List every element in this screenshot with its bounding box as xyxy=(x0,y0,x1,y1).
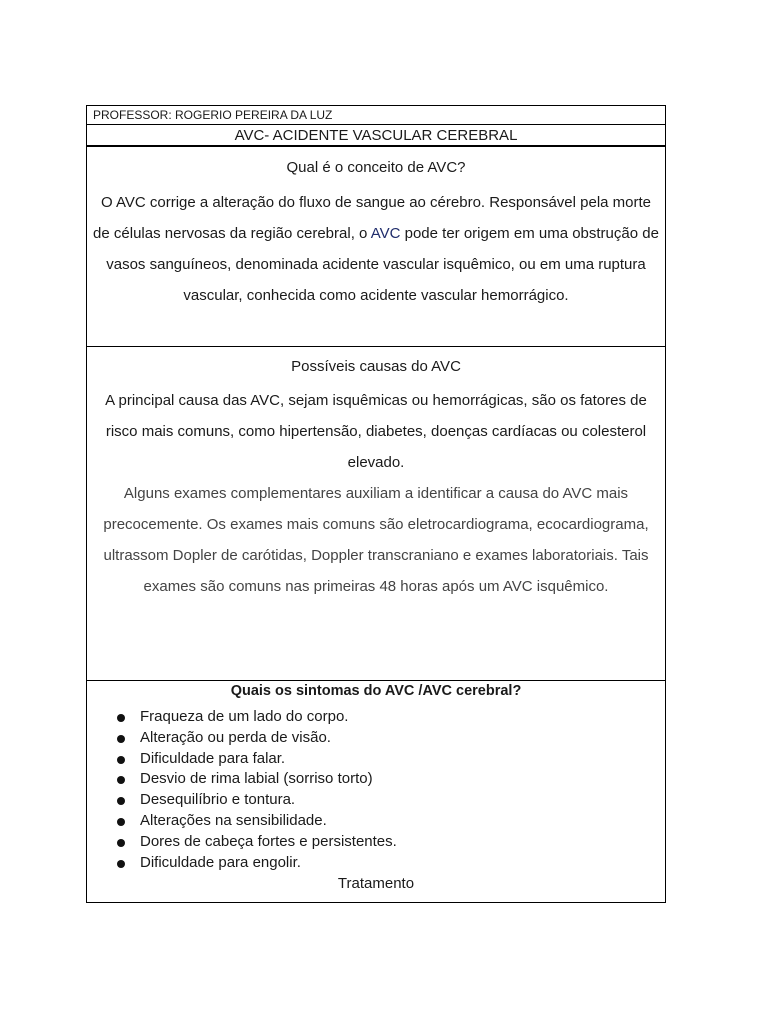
symptom-text: Dificuldade para engolir. xyxy=(140,853,301,871)
treatment-heading: Tratamento xyxy=(337,875,415,893)
avc-link[interactable]: AVC xyxy=(370,225,401,242)
list-item xyxy=(115,853,665,874)
list-item xyxy=(115,832,665,853)
concept-text-after: pode ter origem em uma obstrução de vasos sanguíneos, denominada acidente vascular isquêmico, ou em uma ruptura vascular, conhecida como acidente vascular hemorrágico. xyxy=(106,225,659,304)
symptoms-section xyxy=(87,681,665,902)
bullet-icon xyxy=(117,839,125,847)
list-item xyxy=(115,749,665,770)
causes-heading: Possíveis causas do AVC xyxy=(291,358,461,375)
symptoms-heading: Quais os sintomas do AVC /AVC cerebral? xyxy=(230,683,522,699)
symptom-text: Dificuldade para falar. xyxy=(140,749,286,767)
symptom-text: Desvio de rima labial (sorriso torto) xyxy=(140,770,373,788)
bullet-icon xyxy=(117,797,125,805)
symptom-text: Desequilíbrio e tontura. xyxy=(140,791,296,809)
symptom-text: Fraqueza de um lado do corpo. xyxy=(140,708,349,725)
list-item xyxy=(115,769,665,790)
causes-paragraph-1: A principal causa das AVC, sejam isquêmicas ou hemorrágicas, são os fatores de risco mais comuns, como hipertensão, diabetes, doenças cardíacas ou colesterol elevado. xyxy=(105,392,647,471)
list-item xyxy=(115,811,665,832)
concept-heading: Qual é o conceito de AVC? xyxy=(286,159,466,176)
bullet-icon xyxy=(117,776,125,784)
bullet-icon xyxy=(117,756,125,764)
causes-paragraph-2: Alguns exames complementares auxiliam a identificar a causa do AVC mais precocemente. Os exames mais comuns são eletrocardiograma, ecocardiograma, ultrassom Dopler de carótidas, Doppler transcraniano e exames laboratoriais. Tais exames são comuns nas primeiras 48 horas após um AVC isquêmico. xyxy=(103,485,649,595)
causes-section xyxy=(87,347,665,681)
list-item xyxy=(115,707,665,728)
bullet-icon xyxy=(117,818,125,826)
bullet-icon xyxy=(117,714,125,722)
list-item xyxy=(115,790,665,811)
concept-text-before: O AVC corrige a alteração do fluxo de sangue ao cérebro. Responsável pela morte de células nervosas da região cerebral, o xyxy=(93,194,652,242)
symptoms-list xyxy=(87,707,665,873)
symptom-text: Alteração ou perda de visão. xyxy=(140,728,331,746)
list-item xyxy=(115,728,665,749)
concept-section xyxy=(87,147,665,347)
document-table xyxy=(86,105,666,903)
symptom-text: Dores de cabeça fortes e persistentes. xyxy=(140,832,397,850)
symptom-text: Alterações na sensibilidade. xyxy=(140,811,327,829)
bullet-icon xyxy=(117,860,125,868)
document-title: AVC- ACIDENTE VASCULAR CEREBRAL xyxy=(87,125,665,147)
professor-line: PROFESSOR: ROGERIO PEREIRA DA LUZ xyxy=(87,106,665,125)
bullet-icon xyxy=(117,735,125,743)
concept-paragraph xyxy=(93,187,659,311)
